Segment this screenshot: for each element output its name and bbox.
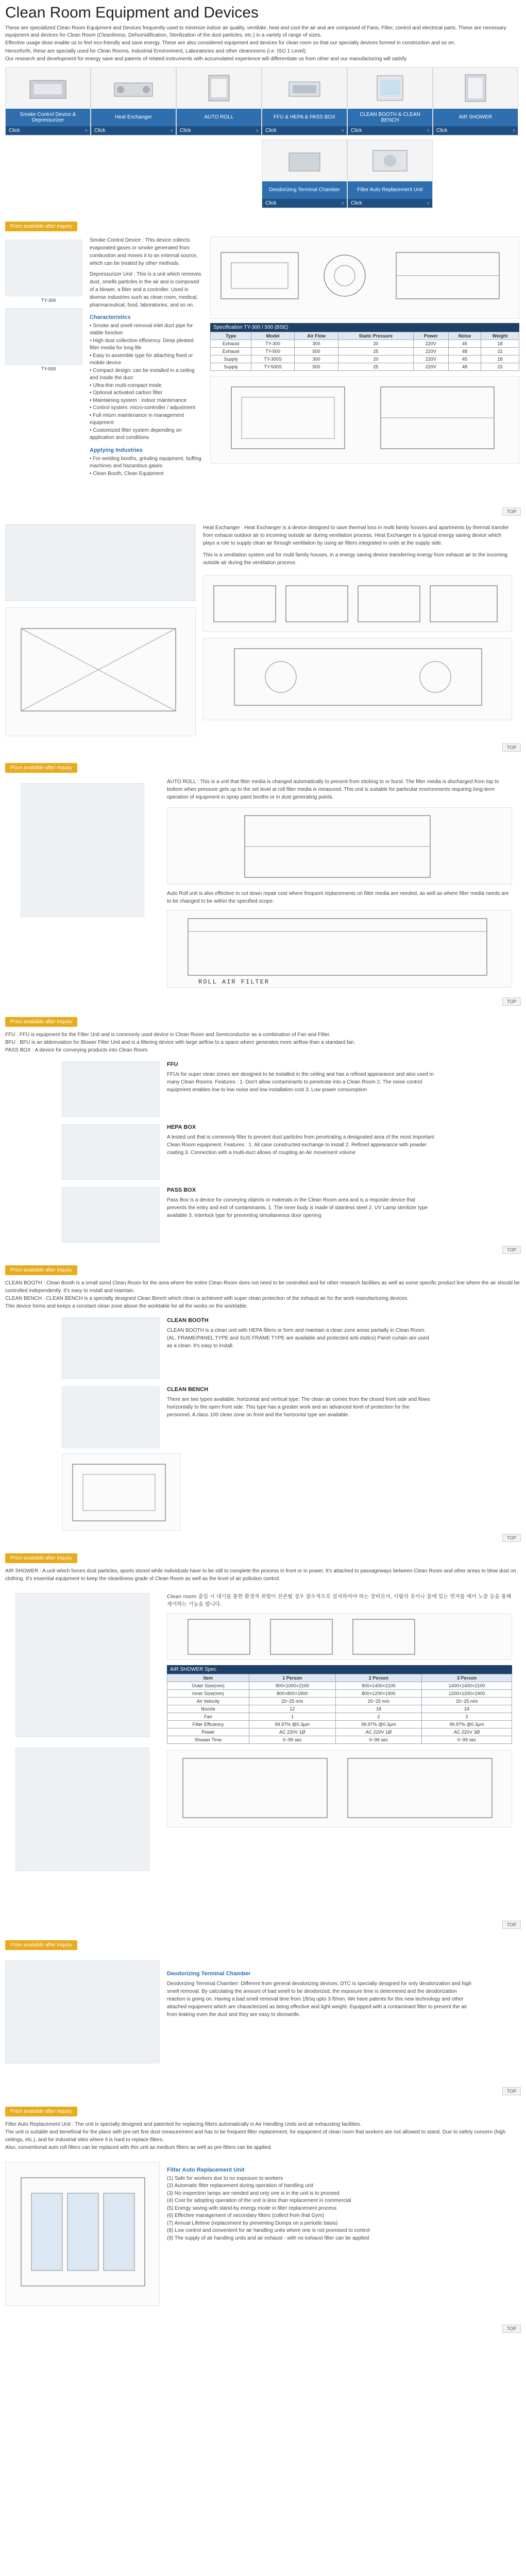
table-cell: TY-300 — [251, 340, 295, 347]
table-row — [167, 1728, 512, 1736]
table-cell: Air Velocity — [167, 1697, 249, 1705]
description-text: Also, conventional auto roll filters can be replaced with this unit as medium filters as well as pre-filters can be applied. — [5, 2144, 273, 2150]
product-photo — [5, 1960, 160, 2063]
table-cell: Outer Size(mm) — [167, 1682, 249, 1689]
product-card-smoke[interactable] — [5, 67, 91, 135]
table-row — [167, 1689, 512, 1697]
product-text: Pass Box is a device for conveying objects or materials in the Clean Room area and is a requisite device that prevents the entry and exit of contaminants. 1. The inner body is made of stainless steel 2. UV Lamp sterilizer type available 3. Interlock type for preventing simultaneous door opening — [167, 1197, 428, 1218]
section-bar: Price available after inquiry — [5, 1553, 77, 1563]
table-cell: 22 — [481, 347, 519, 355]
section-ffu — [5, 1008, 521, 1254]
product-photo — [62, 1317, 160, 1379]
ffu-description — [5, 1031, 521, 1054]
product-cards — [5, 67, 521, 140]
product-photo — [62, 1124, 160, 1180]
table-cell: 1400×1400×2100 — [422, 1682, 512, 1689]
product-photo — [21, 783, 144, 917]
section-heat — [5, 524, 521, 752]
farm-features — [167, 2167, 476, 2321]
product-click-link[interactable] — [262, 199, 347, 208]
product-heading: HEPA BOX — [167, 1124, 196, 1130]
click-text: Click — [265, 200, 277, 206]
description-text: Depressurizer Unit : This is a unit which removes dust, smells particles in the air and is composed of a blower, a filter and a controller. Used in diverse industries such as clean room, medical, pharmaceutical, food, laboratories, and so on. — [90, 271, 201, 308]
product-heading: PASS BOX — [167, 1187, 196, 1193]
technical-drawing — [167, 807, 512, 885]
top-button[interactable]: TOP — [502, 1246, 521, 1254]
product-image — [348, 140, 432, 181]
table-cell: 800×800×1900 — [249, 1689, 335, 1697]
table-cell: 1200×1200×1900 — [422, 1689, 512, 1697]
table-row — [167, 1720, 512, 1728]
intro-paragraph: Henceforth, these are specially used for Clean Rooms, Industrial Environment, Laboratories and other cleanrooms (i.e. ISO 1 Level). — [5, 48, 307, 54]
table-cell: 2 — [422, 1713, 512, 1720]
table-row — [211, 355, 519, 363]
technical-drawing — [62, 1453, 180, 1531]
product-photo — [5, 240, 82, 296]
click-text: Click — [351, 127, 362, 133]
intro-paragraph: These are specialized Clean Room Equipment and Devices frequently used to minimize indoor air quality, ventilate, heat and cool the air and are composed of Fans, Filter, control and electrical parts. These are necessary equipment and devices for Clean Room (Cleanliness, Dehumidification, Sterilization of the dust particles, etc.) in a variety of range of sizes. — [5, 25, 506, 38]
product-image — [91, 67, 176, 109]
table-header: Weight — [481, 332, 519, 340]
product-card-label: FFU & HEPA & PASS BOX — [262, 109, 347, 126]
list-item: • Full return maintenance in management equipment — [90, 412, 184, 426]
description-text: CLEAN BENCH : CLEAN BENCH is a specially designed Clean Bench which clean is achieved with super clean protection of the exhaust air for the work manufacturing devices. — [5, 1295, 409, 1301]
arrow-right-icon: › — [513, 127, 515, 133]
smoke-description — [90, 236, 203, 504]
product-click-link[interactable] — [6, 126, 90, 135]
table-cell: 99.97% @0.3μm — [335, 1720, 422, 1728]
table-cell: AC 220V 3Ø — [422, 1728, 512, 1736]
top-button[interactable]: TOP — [502, 1921, 521, 1929]
product-card-ffu[interactable] — [262, 67, 347, 135]
spec-table — [167, 1674, 512, 1744]
autoroll-images — [5, 778, 160, 994]
technical-drawing — [203, 575, 512, 632]
table-row — [167, 1697, 512, 1705]
list-item: (2) Automatic filter replacement during operation of handling unit — [167, 2183, 314, 2189]
product-heading: CLEAN BOOTH — [167, 1317, 209, 1324]
product-image — [348, 67, 432, 109]
table-cell: 0~99 sec — [249, 1736, 335, 1743]
table-cell: 20~25 m/s — [422, 1697, 512, 1705]
arrow-right-icon: › — [256, 127, 258, 133]
list-item: (9) The supply of air handling units and air exhaust - with no exhaust filter can be applied — [167, 2235, 369, 2241]
description-text: Smoke Control Device : This device collects evaporated gases or smoke generated from combustion and moves it to an external source, which can be treated by other methods. — [90, 237, 198, 266]
list-item: • Clean Booth, Clean Equipment — [90, 470, 164, 477]
intro-text — [5, 25, 521, 63]
product-card-label: Heat Exchanger — [91, 109, 176, 126]
table-cell: 220V — [413, 363, 448, 370]
table-header: Air Flow — [294, 332, 338, 340]
section-bar: Price available after inquiry — [5, 1940, 77, 1950]
product-click-link[interactable] — [91, 126, 176, 135]
description-text: PASS BOX : A device for conveying products into Clean Room. — [5, 1047, 149, 1053]
table-header: 1 Person — [249, 1674, 335, 1682]
section-deodor — [5, 1931, 521, 2095]
product-heading: FFU — [167, 1061, 178, 1067]
product-card-booth[interactable] — [347, 67, 433, 135]
features-list — [167, 2175, 476, 2243]
product-card-label: Filter Auto Replacement Unit — [348, 181, 432, 199]
table-header: Item — [167, 1674, 249, 1682]
model-label: TY-500 — [41, 366, 56, 371]
product-photo — [62, 1386, 160, 1448]
table-cell: 500 — [294, 363, 338, 370]
description-text: Filter Auto Replacement Unit : The unit is specially designed and patented for replacing filters automatically in Air Handling Units and air exhausting facilities. — [5, 2121, 362, 2127]
technical-drawing — [167, 1614, 512, 1660]
table-cell: TY-500S — [251, 363, 295, 370]
spec-table — [210, 332, 519, 371]
table-cell: 300 — [294, 355, 338, 363]
autoroll-content — [167, 778, 512, 994]
product-photo — [15, 1748, 149, 1871]
description-text: This is a ventilation system unit for multi family houses, in a energy saving device transferring energy from exhaust air to the incoming outside air during the ventilation process. — [203, 552, 507, 566]
table-cell: 20~25 m/s — [335, 1697, 422, 1705]
arrow-right-icon: › — [427, 200, 429, 206]
section-bar: Price available after inquiry — [5, 1265, 77, 1275]
description-text: BFU : BFU is an abbreviation for Blower Filter Unit and is a filtering device with large airflow to a space where generates more airflow than a standard fan. — [5, 1039, 355, 1045]
arrow-right-icon: › — [171, 127, 173, 133]
table-cell: 48 — [448, 363, 481, 370]
table-cell: TY-300S — [251, 355, 295, 363]
heat-drawings — [203, 524, 512, 740]
top-button[interactable]: TOP — [502, 2325, 521, 2333]
booth-product — [62, 1317, 521, 1379]
list-item: (8) Low control and convenient for air handling units where one is not promised to control — [167, 2228, 370, 2233]
product-photo — [62, 1061, 160, 1117]
table-cell: 45 — [448, 355, 481, 363]
product-heading: CLEAN BENCH — [167, 1386, 209, 1393]
table-header-row — [167, 1674, 512, 1682]
technical-drawing — [5, 2162, 160, 2306]
table-cell: 18 — [481, 355, 519, 363]
table-cell: Supply — [211, 355, 251, 363]
ffu-product — [62, 1061, 521, 1117]
table-header: Type — [211, 332, 251, 340]
table-cell: 23 — [481, 363, 519, 370]
table-cell: Power — [167, 1728, 249, 1736]
description-text: Heat Exchanger : Heat Exchanger is a device designed to save thermal loss in multi family houses and apartments by thermal transfer from exhaust outdoor air to incoming outside air during ventilation process. Heat Exchanger is a typical energy saving device which plays a role to supply clean air through ventilation by using air filters integrated in units at the supply side. — [203, 524, 509, 546]
product-click-link[interactable] — [348, 126, 432, 135]
drawing-caption: ROLL AIR FILTER — [198, 978, 270, 986]
table-cell: 220V — [413, 347, 448, 355]
technical-drawing — [5, 607, 196, 736]
list-item: (3) No inspection lamps are needed and only one is in the unit is to proceed — [167, 2190, 340, 2196]
table-cell: 0~99 sec — [335, 1736, 422, 1743]
intro-paragraph: Our research and development for energy save and patents of related instruments with accumulated experience will differentiate us from other and our manufacturing will satisfy. — [5, 56, 408, 62]
description-text: The unit is suitable and beneficial for the place with pre-set fine dust measurement and has to be frequent filter replacement, for equipment of clean room that workers are not allowed to stand. Due to safety concern (high ceilings, etc.), and for industrial sites where it is hard to replace filters. — [5, 2129, 506, 2143]
product-heading: Deodorizing Terminal Chamber — [167, 1970, 251, 1977]
characteristics-list — [90, 323, 203, 442]
table-cell: 900×1400×2100 — [335, 1682, 422, 1689]
list-item: • Easy to assemble type for attaching fixed or mobile device — [90, 352, 193, 366]
click-text: Click — [180, 127, 191, 133]
product-card-autoroll[interactable] — [176, 67, 262, 135]
section-bar: Price available after inquiry — [5, 763, 77, 773]
description-text: FFU : FFU is equipment for the Filter Unit and is commonly used device in Clean Room and Semiconductor as a combination of Fan and Filter. — [5, 1031, 331, 1038]
product-card-label: AUTO ROLL — [177, 109, 261, 126]
table-cell: 900×1000×2100 — [249, 1682, 335, 1689]
page-title: Clean Room Equipment and Devices — [5, 4, 259, 21]
product-photo — [5, 524, 196, 601]
list-item: (4) Cost for adopting operation of the unit is less than replacement in commercial — [167, 2198, 351, 2204]
table-cell: 24 — [422, 1705, 512, 1713]
click-text: Click — [351, 200, 362, 206]
applying-list — [90, 455, 203, 478]
section-booth — [5, 1256, 521, 1542]
table-cell: AC 220V 1Ø — [249, 1728, 335, 1736]
product-text: A tested unit that is commonly filter to prevent dust particles from penetrating a designated area of the most important Clean Room equipment. Features : 1. All case constructed exchange to install 2. Refined appearance with powder coating 3. Connection with a multi-duct allows of coupling an Air movement volume — [167, 1134, 434, 1156]
product-card-label: Deodorizing Terminal Chamber — [262, 181, 347, 199]
heat-images — [5, 524, 196, 740]
arrow-right-icon: › — [427, 127, 429, 133]
click-text: Click — [9, 127, 20, 133]
table-header: Noise — [448, 332, 481, 340]
farm-description — [5, 2121, 521, 2151]
top-button[interactable]: TOP — [502, 1534, 521, 1542]
table-row — [167, 1713, 512, 1720]
table-cell: 20 — [338, 340, 414, 347]
intro-paragraph: Effective usage dose enable us to feel eco-friendly and save energy. These are also considered equipment and devices for clean room so that our specialty devices formed in construction and so on. — [5, 40, 455, 46]
table-cell: Inner Size(mm) — [167, 1689, 249, 1697]
table-header: Model — [251, 332, 295, 340]
korean-description: Clean room 출입 시 대기를 통한 환경적 위험이 잔존될 경우 필수적으로 설치하여야 하는 장비로서, 사람의 옷이나 몸에 있는 먼지를 에어 노즐 등을 통해 제거하는 기능을 합니다. — [167, 1594, 512, 1607]
top-button[interactable]: TOP — [502, 743, 521, 752]
product-card-farm[interactable] — [347, 140, 433, 208]
product-card-label: AIR SHOWER — [433, 109, 518, 126]
product-card-label: Smoke Control Device & Depressurizer — [6, 109, 90, 126]
table-cell: Exhaust — [211, 340, 251, 347]
list-item: • High dust collection efficiency. Deep pleated filter media for long life — [90, 337, 194, 351]
product-image — [177, 67, 261, 109]
product-text: CLEAN BOOTH is a clean unit with HEPA filters or form and maintain a clean zone areas partially in Clean Room. (AL. FRAME/PANEL TYPE and SUS FRAME TYPE are available and protected anti-statics) Panel curtain are used as a clean. It's easy to install. — [167, 1327, 429, 1349]
technical-drawing — [167, 910, 512, 988]
product-photo — [5, 308, 82, 365]
table-cell: 500 — [294, 347, 338, 355]
shower-specs — [167, 1588, 512, 1918]
description-text: Deodorizing Terminal Chamber: Different from general deodorizing devices, DTC is specially designed for only deodorization and high smell removal. By calculating the amount of bad smell to be deodorized, the exposure time is determined and the deodorization reaction is going on. Having a bad smell removal time from 1ft/sq upto 3 ft/min. We have patents for this new technology and other attached equipment which are characterized as being effective and light weight. Equipped with a contaminant filter to prevent the air from leaking even the dust and they are easy to dismantle. — [167, 1980, 472, 2018]
table-header: Static Pressure — [338, 332, 414, 340]
list-item: (5) Energy saving with stand-by energy mode in filter replacement process — [167, 2205, 337, 2211]
table-row — [211, 340, 519, 347]
autoroll-description-2 — [167, 890, 512, 905]
list-item: • Ultra-thin multi-compact mode — [90, 382, 162, 388]
table-row — [211, 347, 519, 355]
list-item: • Maintaining system : indoor maintenance — [90, 397, 187, 403]
product-click-link[interactable] — [177, 126, 261, 135]
product-card-deodor[interactable] — [262, 140, 347, 208]
technical-drawing — [203, 638, 512, 720]
autoroll-description — [167, 778, 512, 801]
top-button[interactable]: TOP — [502, 507, 521, 516]
list-item: (7) Annual Lifetime (replacement by preventing Dumps on a periodic basis) — [167, 2220, 338, 2226]
list-item: • For welding booths, grinding equipment, buffing machines and hazardous gases — [90, 455, 201, 469]
table-cell: 20~25 m/s — [249, 1697, 335, 1705]
hepa-product — [62, 1124, 521, 1180]
section-autoroll — [5, 754, 521, 1006]
list-item: • Control system: micro-controller / adjustment — [90, 405, 195, 411]
arrow-right-icon: › — [342, 127, 344, 133]
table-cell: 25 — [338, 363, 414, 370]
section-shower — [5, 1544, 521, 1929]
technical-drawing — [167, 1750, 512, 1827]
product-click-link[interactable] — [262, 126, 347, 135]
table-cell: 300 — [294, 340, 338, 347]
section-farm — [5, 2097, 521, 2333]
arrow-right-icon: › — [85, 127, 87, 133]
technical-drawing — [210, 236, 519, 319]
product-image — [6, 67, 90, 109]
section-bar: Price available after inquiry — [5, 2107, 77, 2116]
features-heading: Filter Auto Replacement Unit — [167, 2166, 245, 2173]
table-row — [167, 1736, 512, 1743]
description-text: This device forms and keeps a constant clean zone above the worktable for all the works on the worktable. — [5, 1303, 248, 1309]
description-text: CLEAN BOOTH : Clean Booth is a small sized Clean Room for the area where the entire Clean Room does not need to be controlled and for other research facilities as well as some specific product line where the air should be controlled independently. It's easy to install and maintain. — [5, 1280, 520, 1294]
list-item: • Customized filter system depending on application and conditions — [90, 427, 182, 440]
click-text: Click — [265, 127, 277, 133]
smoke-drawings — [210, 236, 519, 504]
product-card-label: CLEAN BOOTH & CLEAN BENCH — [348, 109, 432, 126]
table-cell: 220V — [413, 355, 448, 363]
deodor-description — [167, 1971, 476, 2084]
table-cell: Exhaust — [211, 347, 251, 355]
product-click-link[interactable] — [433, 126, 518, 135]
booth-description — [5, 1279, 521, 1310]
description-text: AUTO ROLL : This is a unit that filter media is changed automatically to prevent from sticking to or burst. The filter media is discharged from top to bottom when pressure gets up to the set level at roll filter media is measured. This unit is suitable for particular environments requiring long-term operation of equipment in spray paint booths or in dust generating points. — [167, 778, 499, 800]
list-item: • Smoke and smell removal inlet duct pipe for stable function — [90, 323, 193, 336]
table-cell: Shower Time — [167, 1736, 249, 1743]
product-click-link[interactable] — [348, 199, 432, 208]
click-text: Click — [94, 127, 106, 133]
section-bar: Price available after inquiry — [5, 1017, 77, 1027]
product-image — [433, 67, 518, 109]
table-cell: AC 220V 1Ø — [335, 1728, 422, 1736]
table-cell: 2 — [335, 1713, 422, 1720]
table-cell: 0~99 sec — [422, 1736, 512, 1743]
technical-drawing — [210, 376, 519, 464]
table-cell: 800×1200×1900 — [335, 1689, 422, 1697]
product-photo — [62, 1187, 160, 1243]
table-cell: 18 — [481, 340, 519, 347]
product-image — [262, 67, 347, 109]
product-cards-row2 — [5, 140, 521, 212]
product-card-shower[interactable] — [433, 67, 518, 135]
applying-heading: Applying Industries — [90, 447, 143, 453]
table-cell: 25 — [338, 347, 414, 355]
top-button[interactable]: TOP — [502, 997, 521, 1006]
top-button[interactable]: TOP — [502, 2087, 521, 2095]
table-cell: 220V — [413, 340, 448, 347]
table-cell: 45 — [448, 340, 481, 347]
list-item: • Compact design: can be installed in a ceiling and inside the duct — [90, 367, 195, 381]
table-row — [211, 363, 519, 370]
section-smoke — [5, 212, 521, 516]
table-cell: 99.97% @0.3μm — [249, 1720, 335, 1728]
section-bar: Price available after inquiry — [5, 222, 77, 231]
shower-description — [5, 1567, 521, 1583]
product-text: There are two types available, horizontal and vertical type. The clean air comes from the closed front side and flows horizontally to the open front side. This type has a greater work and an advanced level of protection for the personnel. A class 100 clean zone on front and the horizontal type are available. — [167, 1396, 430, 1418]
model-label: TY-300 — [41, 297, 56, 303]
characteristics-heading: Characteristics — [90, 314, 131, 320]
product-image — [262, 140, 347, 181]
product-photo — [15, 1593, 149, 1737]
smoke-images — [5, 236, 82, 504]
click-text: Click — [436, 127, 448, 133]
list-item: • Optional activated carbon filter — [90, 390, 163, 396]
passbox-product — [62, 1187, 521, 1243]
table-cell: 12 — [249, 1705, 335, 1713]
table-header: Power — [413, 332, 448, 340]
spec-table-title: Specification TY-300 / 500 (BSE) — [210, 323, 519, 332]
heat-description — [203, 524, 512, 567]
table-header: 3 Person — [422, 1674, 512, 1682]
table-cell: TY-500 — [251, 347, 295, 355]
table-row — [167, 1682, 512, 1689]
list-item: (1) Safe for workers due to no exposure to workers — [167, 2175, 283, 2181]
table-row — [167, 1705, 512, 1713]
table-cell: 18 — [335, 1705, 422, 1713]
table-header-row — [211, 332, 519, 340]
description-text: AIR SHOWER : A unit which forces dust particles, sports stored while individuals have to be still to complete the process in front or in power. It's attached to passageways between Clean Room and other areas to blow dust on clothing. It's essential equipment to keep the cleanliness grade of Clean Room as well as the level of air pollution control. — [5, 1568, 516, 1582]
table-cell: Supply — [211, 363, 251, 370]
bench-product — [62, 1386, 521, 1448]
spec-table-title: AIR SHOWER Spec — [167, 1665, 512, 1674]
list-item: (6) Effective management of secondary filters (collect from that Gym) — [167, 2213, 324, 2218]
table-cell: Filter Efficiency — [167, 1720, 249, 1728]
product-text: FFUs for super clean zones are designed to be installed in the ceiling and has a refined appearance and also used in many Clean Rooms. Features : 1. Don't allow contaminants to penetrate into a Clean Room 2. The noise control equipment enables low to low noise and low installation cost 3. Low power consumption — [167, 1071, 434, 1093]
table-cell: 48 — [448, 347, 481, 355]
table-cell: Fan — [167, 1713, 249, 1720]
table-cell: 99.97% @0.3μm — [422, 1720, 512, 1728]
product-card-heat[interactable] — [91, 67, 176, 135]
table-cell: 1 — [249, 1713, 335, 1720]
table-cell: Nozzle — [167, 1705, 249, 1713]
arrow-right-icon: › — [342, 200, 344, 206]
table-header: 2 Person — [335, 1674, 422, 1682]
description-text: Auto Roll unit is also effective to cut down repair cost where frequent replacements on filter media are needed, as well as where filter media needs are to be changed to be within the specified scope. — [167, 890, 509, 904]
table-cell: 20 — [338, 355, 414, 363]
shower-images — [5, 1588, 160, 1918]
